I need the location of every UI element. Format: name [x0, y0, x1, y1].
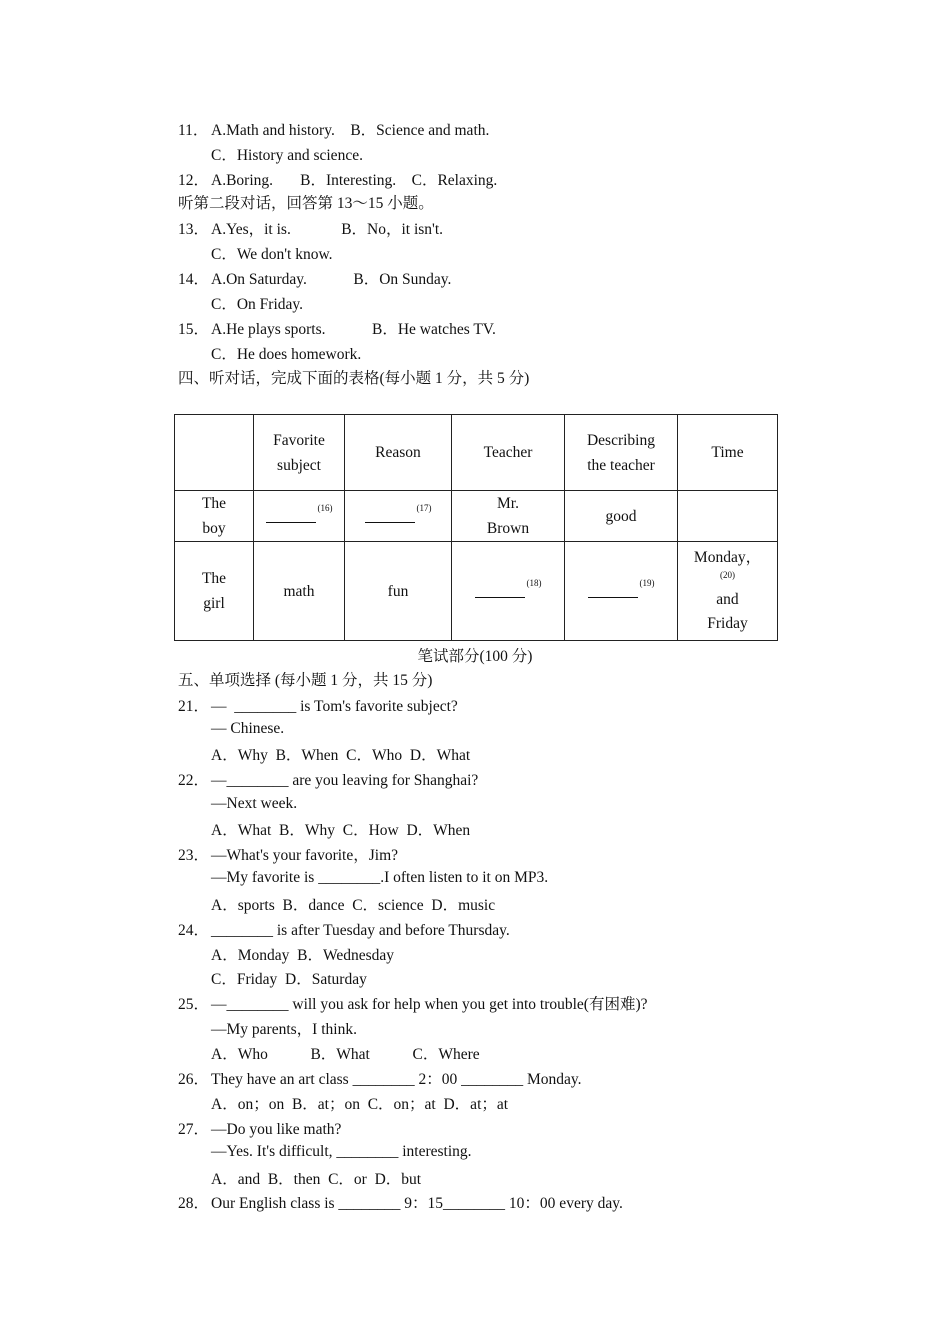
- q25-number: 25．: [178, 996, 210, 1013]
- q25-options: A．Who B．What C．Where: [211, 1046, 480, 1063]
- blank-16[interactable]: (16): [254, 491, 345, 542]
- q24-options-ab: A．Monday B．Wednesday: [211, 947, 395, 964]
- q15-number: 15．: [178, 321, 210, 338]
- header-empty: [175, 415, 254, 491]
- row-girl-label: The girl: [175, 542, 254, 641]
- q11-options-ab: A.Math and history. B．Science and math.: [211, 122, 490, 139]
- q22-line1: —________ are you leaving for Shanghai?: [211, 772, 479, 789]
- q27-options: A．and B．then C．or D．but: [211, 1171, 422, 1188]
- q28-number: 28．: [178, 1195, 210, 1212]
- q23-number: 23．: [178, 847, 210, 864]
- blank-17[interactable]: (17): [345, 491, 452, 542]
- q14-option-c: C．On Friday.: [211, 296, 303, 313]
- q23-line2: —My favorite is ________.I often listen to it on MP3.: [211, 869, 549, 886]
- q24-number: 24．: [178, 922, 210, 939]
- time-monday: Monday，: [693, 549, 762, 566]
- q22-number: 22．: [178, 772, 210, 789]
- time-friday: Friday: [707, 615, 748, 632]
- q15-options-ab: A.He plays sports. B．He watches TV.: [211, 321, 496, 338]
- dialog2-instruction: 听第二段对话，回答第 13～15 小题。: [178, 195, 434, 212]
- blank-19[interactable]: (19): [565, 542, 678, 641]
- header-teacher: Teacher: [452, 415, 565, 491]
- q26-options: A．on；on B．at；on C．on；at D．at；at: [211, 1096, 509, 1113]
- section4-heading: 四、听对话，完成下面的表格(每小题 1 分，共 5 分): [178, 370, 530, 387]
- q25-line1: —________ will you ask for help when you get into trouble(有困难)?: [211, 996, 648, 1013]
- q24-line1: ________ is after Tuesday and before Thursday.: [211, 922, 510, 939]
- q15-option-c: C．He does homework.: [211, 346, 362, 363]
- q26-line1: They have an art class ________ 2：00 ________ Monday.: [211, 1071, 582, 1088]
- section5-heading: 五、单项选择 (每小题 1 分，共 15 分): [178, 672, 433, 689]
- row-girl-reason: fun: [345, 542, 452, 641]
- q24-options-cd: C．Friday D．Saturday: [211, 971, 367, 988]
- q27-line1: —Do you like math?: [211, 1121, 342, 1138]
- row-girl-time[interactable]: [678, 542, 778, 641]
- q12-number: 12．: [178, 172, 210, 189]
- row-boy-label: The boy: [175, 491, 254, 542]
- header-time: Time: [678, 415, 778, 491]
- header-favorite-subject: Favorite subject: [254, 415, 345, 491]
- row-boy-describe: good: [565, 491, 678, 542]
- q14-number: 14．: [178, 271, 210, 288]
- row-girl-subject: math: [254, 542, 345, 641]
- q27-number: 27．: [178, 1121, 210, 1138]
- time-and: and: [716, 591, 739, 608]
- header-describing: Describing the teacher: [565, 415, 678, 491]
- q27-line2: —Yes. It's difficult, ________ interesting.: [211, 1143, 472, 1160]
- q23-line1: —What's your favorite，Jim?: [211, 847, 399, 864]
- q11-number: 11．: [178, 122, 209, 139]
- table-row-girl: [175, 542, 778, 641]
- q13-options-ab: A.Yes，it is. B．No，it isn't.: [211, 221, 444, 238]
- q22-line2: —Next week.: [211, 795, 298, 812]
- q21-options: A．Why B．When C．Who D．What: [211, 747, 471, 764]
- q13-option-c: C．We don't know.: [211, 246, 333, 263]
- row-boy-teacher: Mr. Brown: [452, 491, 565, 542]
- q26-number: 26．: [178, 1071, 210, 1088]
- q21-number: 21．: [178, 698, 210, 715]
- q21-line1: — ________ is Tom's favorite subject?: [211, 698, 458, 715]
- q21-line2: — Chinese.: [211, 720, 285, 737]
- q11-option-c: C．History and science.: [211, 147, 363, 164]
- q14-options-ab: A.On Saturday. B．On Sunday.: [211, 271, 452, 288]
- q23-options: A．sports B．dance C．science D．music: [211, 897, 496, 914]
- q12-options: A.Boring. B．Interesting. C．Relaxing.: [211, 172, 498, 189]
- answer-table: [174, 414, 778, 641]
- blank-20-label: (20): [720, 570, 735, 580]
- row-boy-time: [678, 491, 778, 542]
- q13-number: 13．: [178, 221, 210, 238]
- q28-line1: Our English class is ________ 9：15________ 10：00 every day.: [211, 1195, 623, 1212]
- written-part-title: 笔试部分(100 分): [417, 648, 533, 665]
- header-reason: Reason: [345, 415, 452, 491]
- table-row-boy: [175, 491, 778, 542]
- q25-line2: —My parents，I think.: [211, 1021, 357, 1038]
- blank-18[interactable]: (18): [452, 542, 565, 641]
- q22-options: A．What B．Why C．How D．When: [211, 822, 471, 839]
- table-header-row: [175, 415, 778, 491]
